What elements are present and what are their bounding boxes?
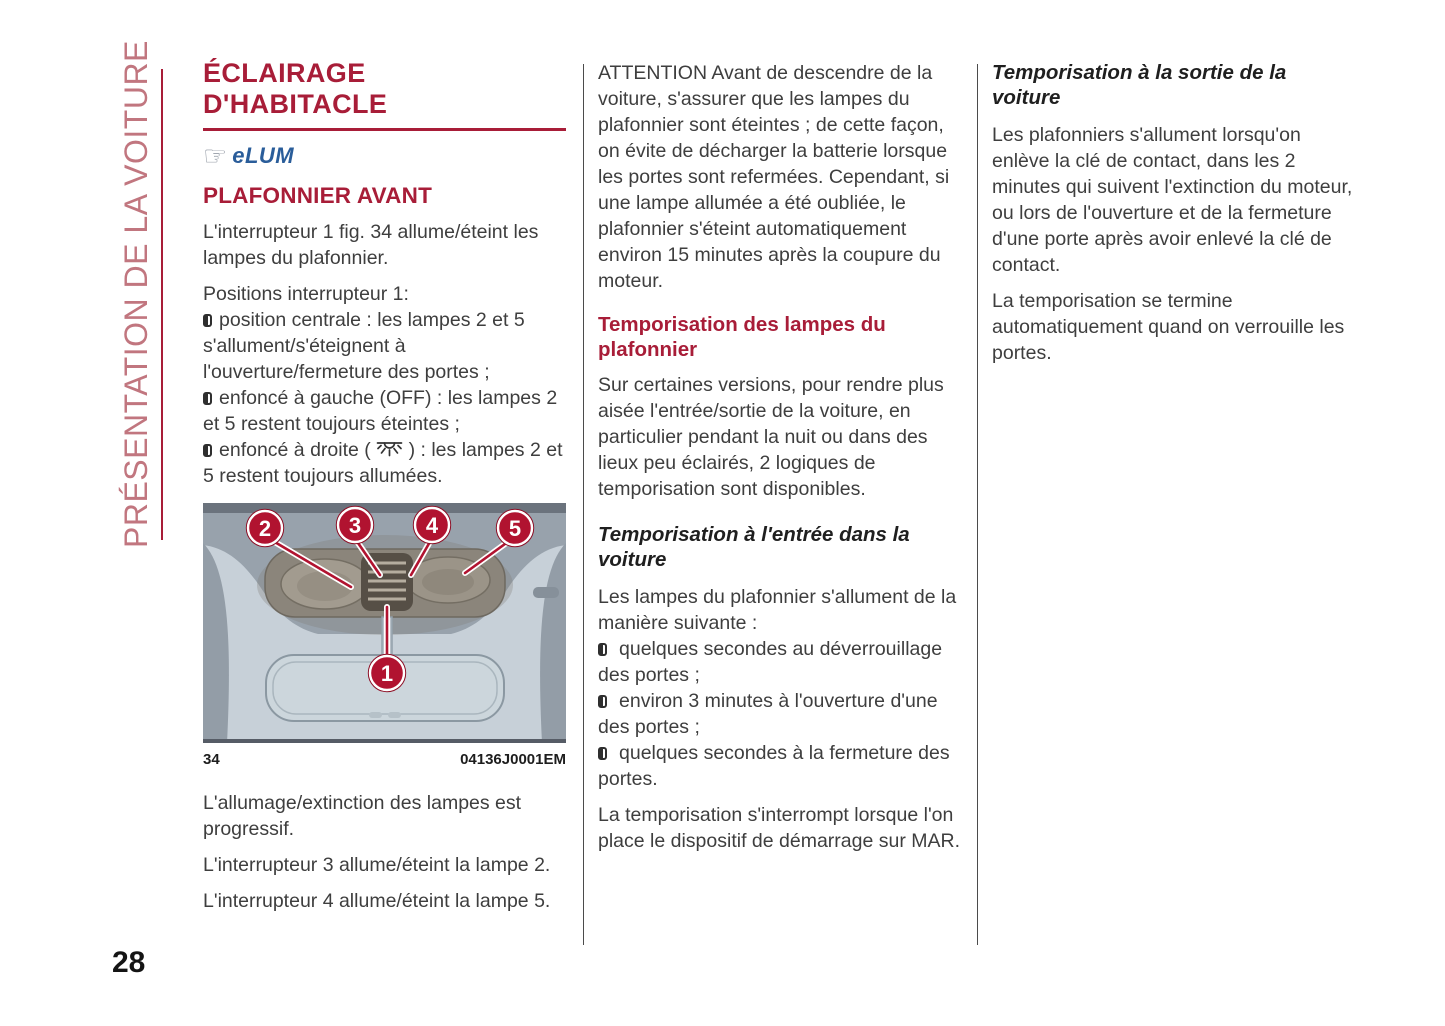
square-bullet-icon <box>203 444 212 457</box>
square-bullet-icon <box>598 747 607 760</box>
list-item-text: enfoncé à droite ( <box>219 439 377 461</box>
column-divider-right <box>977 64 978 945</box>
paragraph: L'interrupteur 3 allume/éteint la lampe 2. <box>203 854 551 876</box>
subsection-heading-red: Temporisation des lampes du plafonnier <box>598 313 886 361</box>
list-item-text: enfoncé à gauche (OFF) : les lampes 2 et 5 restent toujours éteintes ; <box>203 387 558 435</box>
square-bullet-icon <box>598 643 607 656</box>
chapter-label-vertical: PRÉSENTATION DE LA VOITURE <box>118 40 154 548</box>
callout-1 <box>369 655 406 692</box>
chapter-rule <box>161 69 163 540</box>
callout-5 <box>497 510 534 547</box>
list-item <box>598 740 963 792</box>
subsection-heading-entry: Temporisation à l'entrée dans la voiture <box>598 523 910 571</box>
svg-text:2: 2 <box>258 516 272 541</box>
mirror-button <box>369 712 382 718</box>
paragraph: L'interrupteur 1 fig. 34 allume/éteint les lampes du plafonnier. <box>203 221 539 269</box>
title-underline <box>203 128 566 131</box>
figure-bottom-edge <box>203 739 566 743</box>
column-1 <box>203 58 566 914</box>
elum-logo-row <box>203 141 566 171</box>
attention-paragraph: ATTENTION Avant de descendre de la voiture, s'assurer que les lampes du plafonnier sont éteintes ; de cette façon, on évite de décharger la batterie lorsque les portes sont refermées. Cependant, si une lampe allumée a été oubliée, le plafonnier s'éteint automatiquement environ 15 minutes après la coupure du moteur. <box>598 62 950 292</box>
list-item <box>203 437 566 489</box>
list-item <box>598 636 963 688</box>
elum-logo: eLUM <box>232 143 295 168</box>
svg-text:5: 5 <box>508 516 522 541</box>
figure-number: 34 <box>203 751 220 768</box>
page-title-line2: D'HABITACLE <box>203 89 388 119</box>
paragraph: Sur certaines versions, pour rendre plus aisée l'entrée/sortie de la voiture, en particulier pendant la nuit ou dans des lieux peu éclairés, 2 logiques de temporisation sont disponibles. <box>598 374 944 500</box>
section-heading: PLAFONNIER AVANT <box>203 183 433 208</box>
figure-caption <box>203 751 566 768</box>
list-item <box>203 307 566 385</box>
figure-code: 04136J0001EM <box>460 751 566 768</box>
figure-34-image <box>203 503 566 743</box>
paragraph: L'allumage/extinction des lampes est progressif. <box>203 792 522 840</box>
list-item-text: quelques secondes au déverrouillage des portes ; <box>598 638 943 686</box>
paragraph: La temporisation s'interrompt lorsque l'on place le dispositif de démarrage sur MAR. <box>598 804 960 852</box>
list-item <box>203 385 566 437</box>
square-bullet-icon <box>203 392 212 405</box>
callout-4 <box>414 507 451 544</box>
square-bullet-icon <box>203 314 212 327</box>
callout-2 <box>247 510 284 547</box>
column-divider-left <box>583 64 584 945</box>
svg-text:1: 1 <box>380 661 394 686</box>
svg-text:3: 3 <box>348 513 362 538</box>
paragraph: Les plafonniers s'allument lorsqu'on enlève la clé de contact, dans les 2 minutes qui suivent l'extinction du moteur, ou lors de l'ouverture et de la fermeture d'une porte après avoir enlevé la clé de contact. <box>992 124 1353 276</box>
list-item-text: environ 3 minutes à l'ouverture d'une des portes ; <box>598 690 938 738</box>
list-item-text: quelques secondes à la fermeture des portes. <box>598 742 950 790</box>
column-3 <box>992 60 1358 366</box>
list-item-text: ) : les lampes 2 et 5 restent toujours allumées. <box>203 439 563 487</box>
paragraph: L'interrupteur 4 allume/éteint la lampe 5. <box>203 890 551 912</box>
dome-lamp-icon <box>376 440 403 458</box>
svg-text:4: 4 <box>425 513 439 538</box>
paragraph: Positions interrupteur 1: <box>203 283 409 305</box>
grab-handle <box>533 587 559 598</box>
mirror-button <box>388 712 401 718</box>
square-bullet-icon <box>598 695 607 708</box>
paragraph: La temporisation se termine automatiquement quand on verrouille les portes. <box>992 290 1345 364</box>
pointing-hand-icon: ☞ <box>203 140 228 172</box>
column-2 <box>598 60 963 854</box>
figure-34 <box>203 503 566 768</box>
list-item-text: position centrale : les lampes 2 et 5 s'allument/s'éteignent à l'ouverture/fermeture des portes ; <box>203 309 525 383</box>
page-title <box>203 58 566 120</box>
page-number: 28 <box>112 946 146 979</box>
page-title-line1: ÉCLAIRAGE <box>203 58 366 88</box>
subsection-heading-exit: Temporisation à la sortie de la voiture <box>992 61 1287 109</box>
list-item <box>598 688 963 740</box>
callout-3 <box>337 507 374 544</box>
paragraph: Les lampes du plafonnier s'allument de la manière suivante : <box>598 586 957 634</box>
